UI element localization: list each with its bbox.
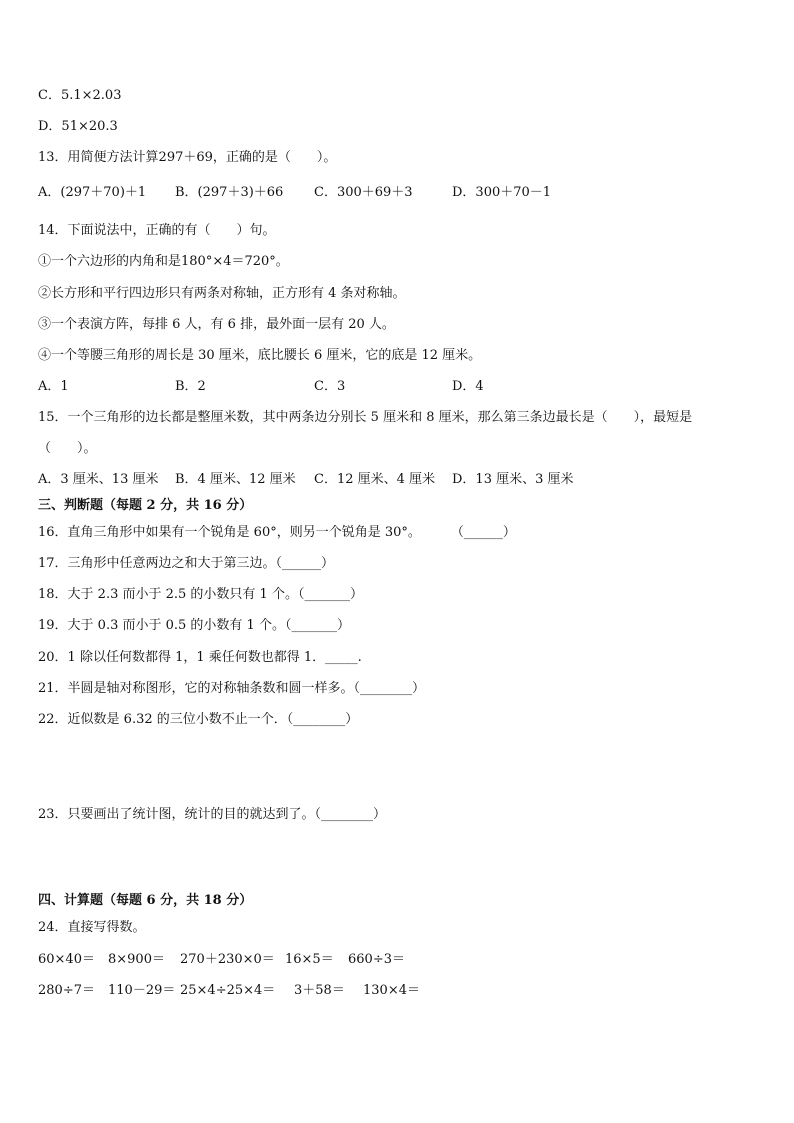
q14-option-b: B．2 [175,379,206,394]
section-3-heading: 三、判断题（每题 2 分，共 16 分） [38,498,253,513]
q22 [38,708,358,727]
calc-item: 280÷7＝ [38,983,95,998]
q14-statement-4: ④一个等腰三角形的周长是 30 厘米，底比腰长 6 厘米，它的底是 12 厘米。 [38,348,482,363]
q22-answer-blank[interactable]: （________） [286,712,359,727]
q17 [38,552,334,571]
q21 [38,677,425,696]
q23-answer-blank[interactable]: （________） [314,807,387,822]
q14-statement-3: ③一个表演方阵，每排 6 人，有 6 排，最外面一层有 20 人。 [38,317,395,332]
q14-option-a: A．1 [38,379,69,394]
q14-statement-1: ①一个六边形的内角和是180°×4＝720°。 [38,254,289,269]
q18-answer-blank[interactable]: （_______） [297,587,363,602]
q12-option-c: C．5.1×2.03 [38,88,122,103]
q13-option-a: A．(297＋70)＋1 [38,185,147,200]
q21-answer-blank[interactable]: （________） [353,681,426,696]
q14-option-d: D．4 [452,379,484,394]
q14-stem: 14．下面说法中，正确的有（ ）句。 [38,223,276,238]
q13-option-c: C．300＋69＋3 [314,185,413,200]
q17-answer-blank[interactable]: （______） [275,556,335,571]
calc-item: 660÷3＝ [348,952,405,967]
section-4-heading: 四、计算题（每题 6 分，共 18 分） [38,893,253,908]
q16 [38,521,516,540]
q15-stem-line1: 15．一个三角形的边长都是整厘米数，其中两条边分别长 5 厘米和 8 厘米，那么第三条边最长是（ ），最短是 [38,410,693,425]
calc-item: 25×4÷25×4＝ [180,983,276,998]
q20 [38,646,362,665]
q20-text: 20．1 除以任何数都得 1，1 乘任何数也都得 1． [38,650,326,665]
q19-answer-blank[interactable]: （_______） [284,618,350,633]
q15-stem-line2: （ ）。 [38,441,97,456]
q19-text: 19．大于 0.3 而小于 0.5 的小数有 1 个。 [38,618,285,633]
q15-option-d: D．13 厘米、3 厘米 [452,472,574,487]
q16-answer-blank[interactable]: （______） [450,525,516,540]
q23-text: 23．只要画出了统计图，统计的目的就达到了。 [38,807,315,822]
q13-stem: 13．用简便方法计算297＋69，正确的是（ ）。 [38,150,337,165]
q13-option-b: B．(297＋3)＋66 [175,185,284,200]
q22-text: 22．近似数是 6.32 的三位小数不止一个． [38,712,287,727]
q18 [38,583,363,602]
calc-item: 270＋230×0＝ [180,952,275,967]
calc-item: 130×4＝ [363,983,420,998]
q24-stem: 24．直接写得数。 [38,920,146,935]
calc-item: 3＋58＝ [294,983,345,998]
q23 [38,803,386,822]
q18-text: 18．大于 2.3 而小于 2.5 的小数只有 1 个。 [38,587,298,602]
q12-option-d: D．51×20.3 [38,119,118,134]
q15-option-c: C．12 厘米、4 厘米 [314,472,436,487]
q14-statement-2: ②长方形和平行四边形只有两条对称轴，正方形有 4 条对称轴。 [38,286,406,301]
calc-item: 8×900＝ [108,952,165,967]
q20-answer-blank[interactable]: _____. [325,650,362,665]
q17-text: 17．三角形中任意两边之和大于第三边。 [38,556,276,571]
q16-text: 16．直角三角形中如果有一个锐角是 60°，则另一个锐角是 30°。 [38,525,421,540]
q15-option-b: B．4 厘米、12 厘米 [175,472,296,487]
q13-option-d: D．300＋70－1 [452,185,552,200]
calc-item: 16×5＝ [285,952,334,967]
calc-item: 60×40＝ [38,952,95,967]
q21-text: 21．半圆是轴对称图形，它的对称轴条数和圆一样多。 [38,681,354,696]
q19 [38,614,350,633]
q15-option-a: A．3 厘米、13 厘米 [38,472,159,487]
q14-option-c: C．3 [314,379,346,394]
calc-item: 110－29＝ [108,983,176,998]
